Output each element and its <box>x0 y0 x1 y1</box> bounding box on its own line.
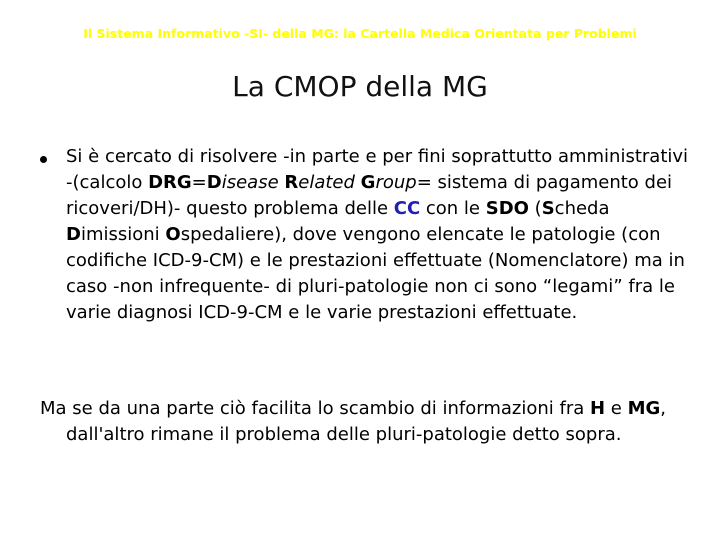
drg-term: DRG <box>148 172 192 193</box>
text-run: ( <box>528 198 542 219</box>
cc-term: CC <box>393 198 421 219</box>
text-run: Si è cercato di risolvere -in parte e per fini soprattutto amministrativi -(calcolo <box>66 146 689 193</box>
bullet-text <box>66 144 700 326</box>
drg-word: roup <box>375 172 417 193</box>
sdo-word: imissioni <box>80 224 166 245</box>
mg-term: MG <box>627 398 661 419</box>
text-run: e <box>605 398 628 419</box>
sdo-word: spedaliere <box>180 224 275 245</box>
text-run: Ma se da una parte ciò facilita lo scambio di informazioni fra <box>40 398 590 419</box>
text-run: , dall'altro rimane il problema delle pluri-patologie detto sopra. <box>66 398 667 445</box>
sdo-initial: S <box>541 198 555 219</box>
bullet-dot-icon <box>40 156 47 163</box>
text-run: con le <box>420 198 486 219</box>
sdo-term: SDO <box>485 198 529 219</box>
sdo-initial: O <box>165 224 181 245</box>
text-run: = <box>191 172 207 193</box>
slide-title: La CMOP della MG <box>232 70 488 103</box>
drg-word: isease <box>221 172 285 193</box>
h-term: H <box>590 398 606 419</box>
drg-word: elated <box>298 172 361 193</box>
drg-initial: D <box>206 172 222 193</box>
sdo-initial: D <box>66 224 81 245</box>
bullet-list-item <box>40 144 700 326</box>
drg-initial: G <box>360 172 376 193</box>
paragraph-two <box>40 396 700 448</box>
text-run: = sistema di pagamento dei ricoveri/DH)- questo problema delle <box>66 172 673 219</box>
text-run: ), dove vengono elencate le patologie (con codifiche ICD-9-CM) e le prestazioni effettuate (Nomenclatore) ma in caso -non infrequente- di pluri-patologie non ci sono “legami” fra le varie diagnosi ICD-9-CM e le varie prestazioni effettuate. <box>66 224 685 323</box>
sdo-word: cheda <box>554 198 610 219</box>
slide-header: Il Sistema Informativo -SI- della MG: la Cartella Medica Orientata per Problemi <box>83 26 637 41</box>
drg-initial: R <box>284 172 299 193</box>
